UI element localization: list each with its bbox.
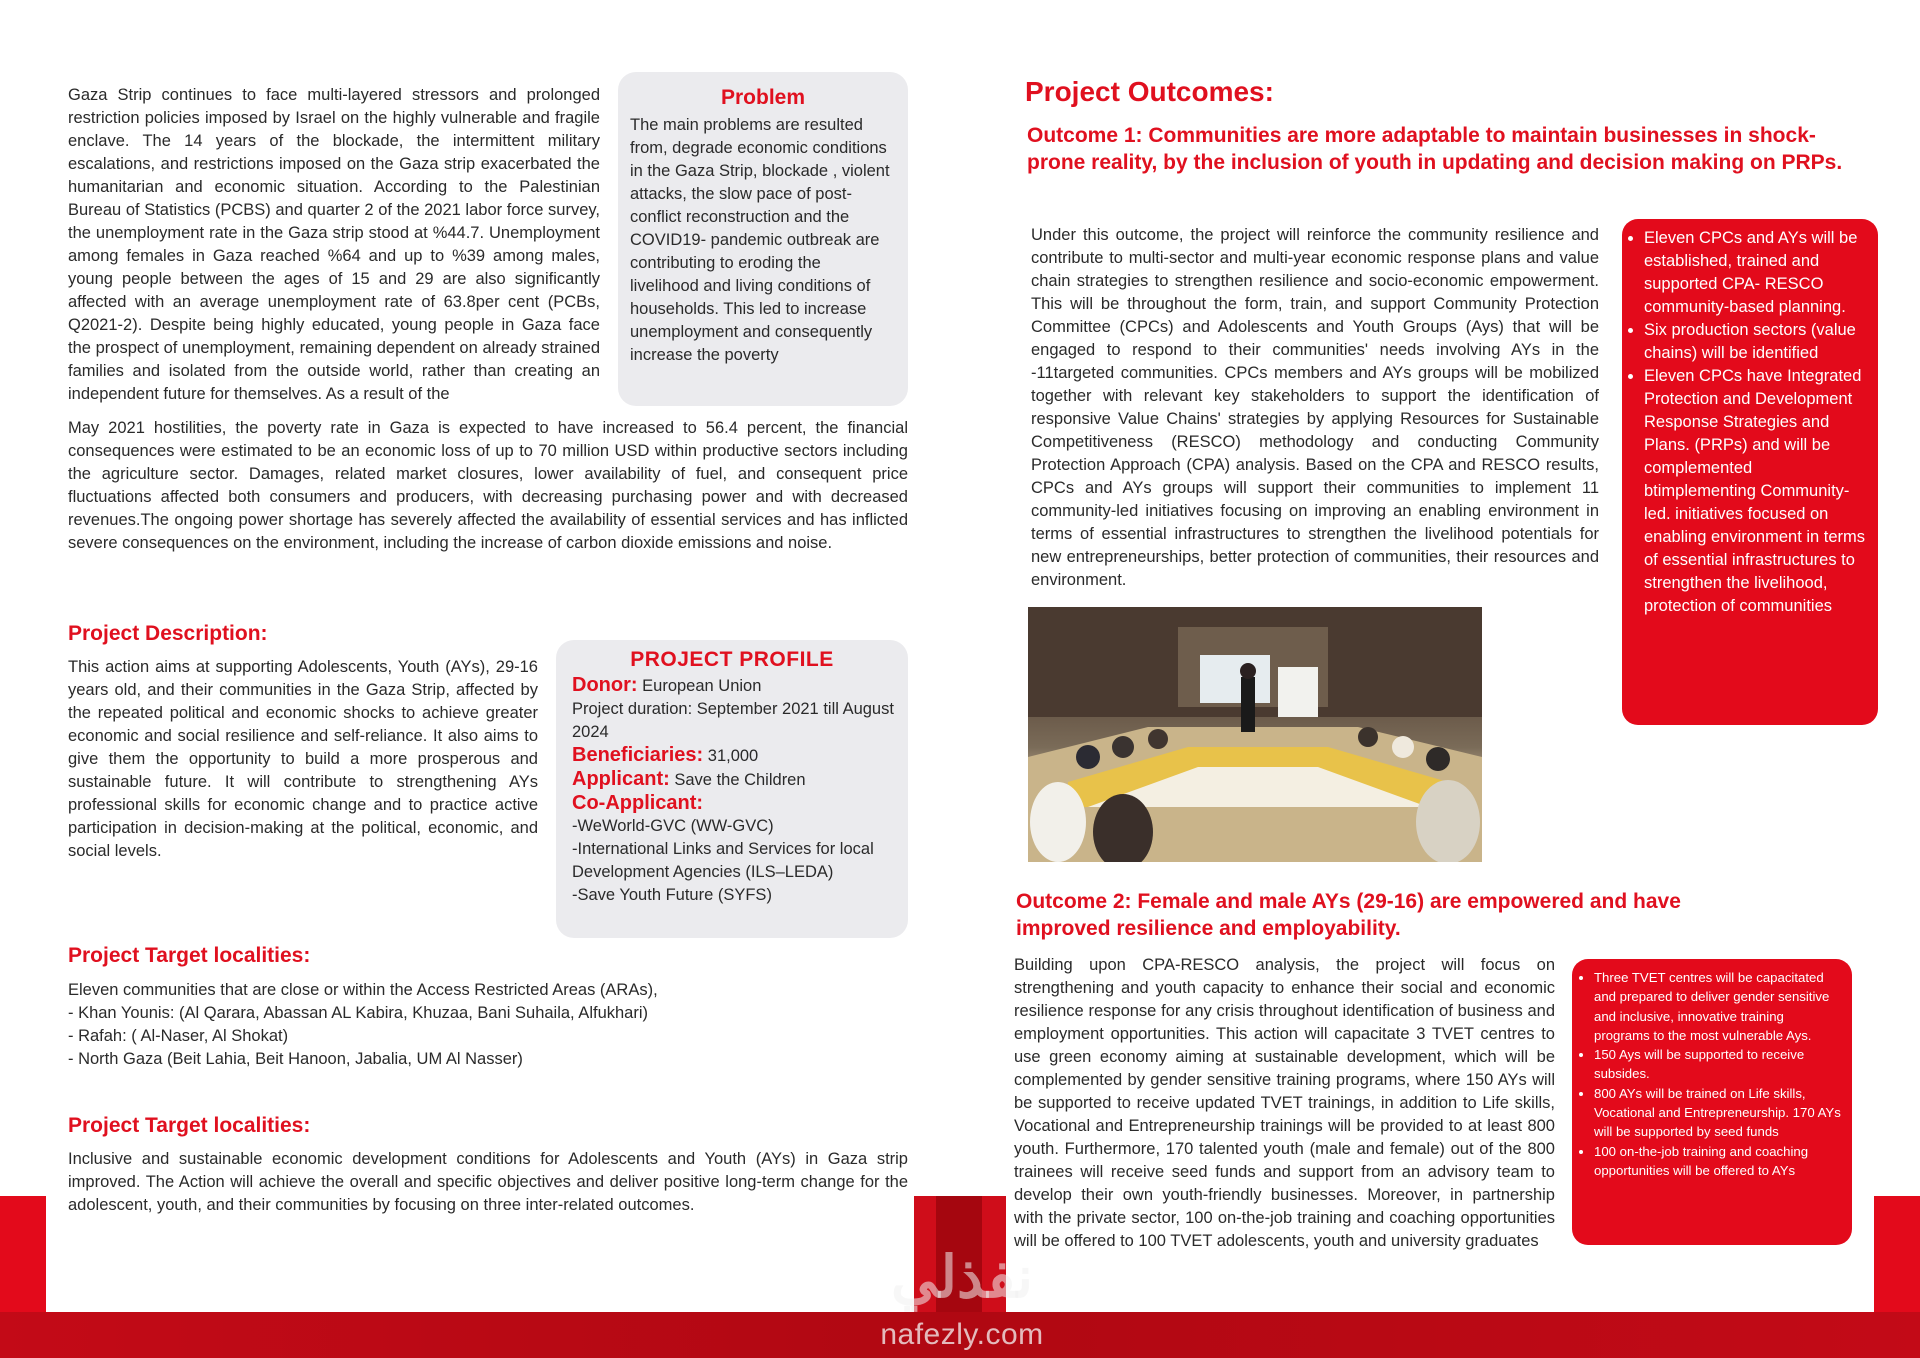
project-description-heading: Project Description:	[68, 622, 268, 645]
outcome2-bullet: • 100 on-the-job training and coaching opportunities will be offered to AYs	[1594, 1142, 1842, 1181]
project-profile-box	[556, 640, 908, 938]
project-outcomes-title: Project Outcomes:	[1025, 76, 1274, 107]
coapplicant-1: -WeWorld-GVC (WW-GVC)	[572, 817, 774, 835]
project-profile-content	[572, 674, 896, 907]
intro-paragraph-a: Gaza Strip continues to face multi-layered stressors and prolonged restriction policies imposed by Israel on the highly vulnerable and fragile enclave. The 14 years of the blockade, the intermittent military escalations, and restrictions imposed on the Gaza strip exacerbated the humanitarian and economic situation. According to the Palestinian Bureau of Statistics (PCBS) and quarter 2 of the 2021 labor force survey, the unemployment rate in the Gaza strip stood at %44.7. Unemployment among females in Gaza reached %64 and up to %39 among males, young people between the ages of 15 and 29 are also significantly affected with an average unemployment rate of 63.8per cent (PCBs, Q2021-2). Despite being highly educated, young people in Gaza face the prospect of unemployment, remaining dependent on already strained families and isolated from the outside world, rather than creating an independent future for themselves. As a result of the	[68, 86, 600, 403]
watermark-logo: نفذلي	[891, 1245, 1033, 1310]
applicant-label: Applicant:	[572, 768, 670, 790]
target-localities-heading-2: Project Target localities:	[68, 1114, 311, 1137]
donor-row	[572, 674, 896, 698]
locality-line: Eleven communities that are close or within the Access Restricted Areas (ARAs),	[68, 981, 658, 999]
project-profile-title: PROJECT PROFILE	[630, 648, 834, 671]
outcome1-bullet: • Eleven CPCs and AYs will be established, trained and supported CPA- RESCO community-based planning.	[1644, 227, 1868, 319]
locality-line: - Rafah: ( Al-Naser, Al Shokat)	[68, 1027, 289, 1045]
donor-value: European Union	[642, 677, 762, 695]
target-localities-heading: Project Target localities:	[68, 944, 311, 967]
outcome1-text: Under this outcome, the project will reinforce the community resilience and contribute to multi-sector and multi-year economic response plans and value chain strategies to strengthen resilience and socio-economic empowerment. This will be throughout the form, train, and support Community Protection Committee (CPCs) and Adolescents and Youth Groups (Ays) that will be engaged to respond to their communities' needs involving AYs in the -11targeted communities. CPCs members and AYs groups will be mobilized together with relevant key stakeholders to support the identification of responsive Value Chains' strategies by applying Resources for Sustainable Competitiveness (RESCO) methodology and conducting Community Protection Approach (CPA) analysis. Based on the CPA and RESCO results, CPCs and AYs groups will support their communities to implement 11 community-led initiatives focusing on improving an enabling environment in terms of essential infrastructures to strengthen the livelihood potentials for new entrepreneurships, better protection of communities, their resources and environment.	[1031, 226, 1599, 589]
coapplicant-2: -International Links and Services for local Development Agencies (ILS–LEDA)	[572, 840, 874, 881]
problem-title: Problem	[720, 86, 806, 109]
outcome2-bullet: • 800 AYs will be trained on Life skills, Vocational and Entrepreneurship. 170 AYs will be supported by seed funds	[1594, 1084, 1842, 1142]
project-duration: Project duration: September 2021 till August 2024	[572, 700, 894, 741]
donor-label: Donor:	[572, 674, 638, 696]
outcome1-highlights-box	[1622, 219, 1878, 725]
outcome2-heading: Outcome 2: Female and male AYs (29-16) are empowered and have improved resilience and employability.	[1016, 890, 1681, 940]
intro-paragraph-b: May 2021 hostilities, the poverty rate in Gaza is expected to have increased to 56.4 percent, the financial consequences were estimated to be an economic loss of up to 70 million USD within productive sectors including the agriculture sector. Damages, related market closures, lower availability of fuel, and consequent price fluctuations affected both consumers and producers, with decreasing purchasing power and with decreased revenues.The ongoing power shortage has severely affected the availability of essential services and has inflicted severe consequences on the environment, including the increase of carbon dioxide emissions and noise.	[68, 419, 908, 552]
beneficiaries-row	[572, 744, 896, 768]
workshop-photo	[1028, 607, 1482, 862]
applicant-value: Save the Children	[674, 771, 806, 789]
outcome2-bullet: • 150 Ays will be supported to receive subsides.	[1594, 1045, 1842, 1084]
applicant-row	[572, 768, 896, 792]
beneficiaries-value: 31,000	[707, 747, 759, 765]
target-localities-text-2: Inclusive and sustainable economic development conditions for Adolescents and Youth (AYs) in Gaza strip improved. The Action will achieve the overall and specific objectives and deliver positive long-term change for the adolescent, youth, and their communities by focusing on three inter-related outcomes.	[68, 1150, 908, 1214]
beneficiaries-label: Beneficiaries:	[572, 744, 704, 766]
outcome2-bullet: • Three TVET centres will be capacitated and prepared to deliver gender sensitive and inclusive, innovative training programs to the most vulnerable Ays.	[1594, 968, 1842, 1045]
locality-line: - Khan Younis: (Al Qarara, Abassan AL Kabira, Khuzaa, Bani Suhaila, Alfukhari)	[68, 1004, 648, 1022]
problem-box	[618, 72, 908, 406]
watermark-url: nafezly.com	[880, 1318, 1044, 1351]
outcome2-text: Building upon CPA-RESCO analysis, the project will focus on strengthening and youth capacity to enhance their social and economic resilience response for any crisis throughout identification of business and employment opportunities. This action will capacitate 3 TVET centres to use green economy aiming at sustainable development, which will be complemented by gender sensitive training programs, where 150 AYs will be supported to receive updated TVET trainings, in addition to Life skills, Vocational and Entrepreneurship trainings will be provided to at least 800 youth. Furthermore, 170 talented youth (male and female) out of the 800 trainees will receive seed funds and support from an advisory team to develop their own youth-friendly businesses. Moreover, in partnership with the private sector, 100 on-the-job training and coaching opportunities will be offered to 100 TVET adolescents, youth and university graduates	[1014, 956, 1555, 1250]
locality-line: - North Gaza (Beit Lahia, Beit Hanoon, Jabalia, UM Al Nasser)	[68, 1050, 523, 1068]
coapplicant-3: -Save Youth Future (SYFS)	[572, 886, 772, 904]
outcome2-bullets	[1572, 968, 1842, 1180]
outcome1-bullets	[1622, 227, 1868, 618]
outcome1-bullet: • Six production sectors (value chains) will be identified	[1644, 319, 1868, 365]
target-localities-list	[68, 979, 908, 1071]
outcome1-heading: Outcome 1: Communities are more adaptable to maintain businesses in shock-prone reality, by the inclusion of youth in updating and decision making on PRPs.	[1027, 124, 1843, 174]
project-description-text: This action aims at supporting Adolescents, Youth (AYs), 29-16 years old, and their communities in the Gaza Strip, affected by the repeated political and economic shocks to achieve greater economic and social resilience and self-reliance. It also aims to give them the opportunity to build a more prosperous and sustainable future. It will contribute to strengthening AYs professional skills for economic change and to practice active participation in decision-making at the political, economic, and social levels.	[68, 658, 538, 860]
problem-text: The main problems are resulted from, degrade economic conditions in the Gaza Strip, blockade , violent attacks, the slow pace of post-conflict reconstruction and the COVID19- pandemic outbreak are contributing to eroding the livelihood and living conditions of households. This led to increase unemployment and consequently increase the poverty	[630, 116, 890, 364]
coapplicant-label: Co-Applicant:	[572, 792, 704, 814]
outcome2-highlights-box	[1572, 959, 1852, 1245]
workshop-photo-illustration	[1028, 607, 1482, 862]
outcome1-bullet: • Eleven CPCs have Integrated Protection and Development Response Strategies and Plans. (PRPs) and will be complemented btimplementing Community-led. initiatives focused on enabling environment in terms of essential infrastructures to strengthen the livelihood, protection of communities	[1644, 365, 1868, 618]
